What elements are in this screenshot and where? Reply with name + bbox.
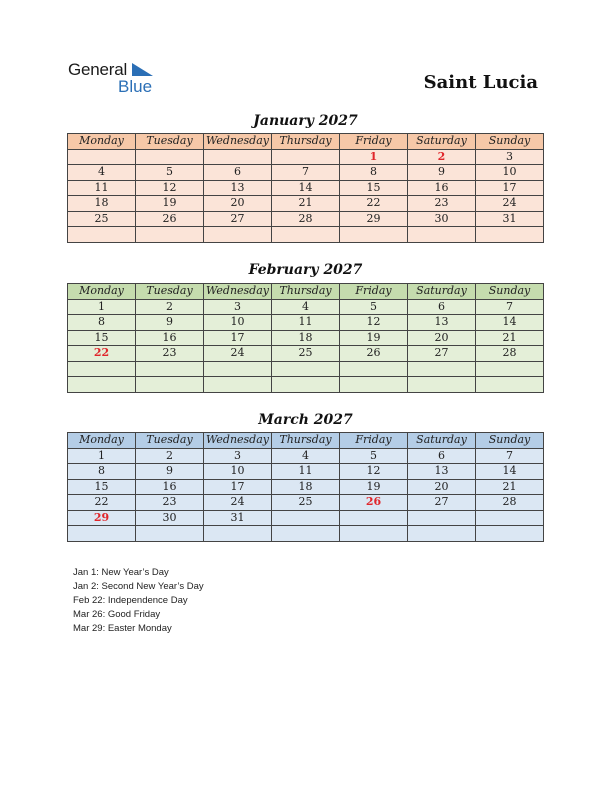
weekday-header-row <box>68 134 544 150</box>
day-cell: 5 <box>340 448 408 464</box>
month-title-january: January 2027 <box>253 113 358 129</box>
day-cell: 13 <box>204 180 272 196</box>
empty-day-cell <box>340 227 408 243</box>
day-cell: 23 <box>136 346 204 362</box>
day-cell: 26 <box>340 495 408 511</box>
empty-day-cell <box>408 510 476 526</box>
day-cell: 29 <box>68 510 136 526</box>
weekday-header: Wednesday <box>204 284 272 300</box>
day-cell: 3 <box>204 448 272 464</box>
calendar-march <box>67 432 544 542</box>
day-cell: 31 <box>204 510 272 526</box>
day-cell: 26 <box>136 211 204 227</box>
day-cell: 18 <box>272 330 340 346</box>
weekday-header: Friday <box>340 134 408 150</box>
day-cell: 24 <box>204 346 272 362</box>
empty-day-cell <box>68 227 136 243</box>
day-cell: 15 <box>340 180 408 196</box>
day-cell: 19 <box>340 479 408 495</box>
weekday-header: Sunday <box>476 134 544 150</box>
day-cell: 25 <box>68 211 136 227</box>
empty-day-cell <box>272 149 340 165</box>
empty-day-cell <box>272 227 340 243</box>
weekday-header: Monday <box>68 284 136 300</box>
week-row <box>68 165 544 181</box>
day-cell: 20 <box>204 196 272 212</box>
empty-day-cell <box>340 361 408 377</box>
day-cell: 7 <box>476 448 544 464</box>
empty-day-cell <box>340 377 408 393</box>
day-cell: 5 <box>136 165 204 181</box>
day-cell: 13 <box>408 315 476 331</box>
day-cell: 25 <box>272 495 340 511</box>
day-cell: 16 <box>408 180 476 196</box>
day-cell: 17 <box>204 330 272 346</box>
empty-day-cell <box>136 361 204 377</box>
empty-day-cell <box>204 227 272 243</box>
empty-day-cell <box>476 227 544 243</box>
weekday-header: Wednesday <box>204 134 272 150</box>
day-cell: 8 <box>68 315 136 331</box>
weekday-header: Tuesday <box>136 284 204 300</box>
week-row <box>68 464 544 480</box>
weekday-header: Monday <box>68 134 136 150</box>
empty-day-cell <box>204 377 272 393</box>
weekday-header: Thursday <box>272 433 340 449</box>
day-cell: 3 <box>476 149 544 165</box>
day-cell: 21 <box>476 330 544 346</box>
day-cell: 22 <box>68 495 136 511</box>
month-title-february: February 2027 <box>248 262 363 278</box>
week-row <box>68 211 544 227</box>
day-cell: 20 <box>408 479 476 495</box>
week-row <box>68 315 544 331</box>
day-cell: 6 <box>408 299 476 315</box>
day-cell: 10 <box>204 315 272 331</box>
day-cell: 12 <box>340 464 408 480</box>
day-cell: 2 <box>408 149 476 165</box>
day-cell: 13 <box>408 464 476 480</box>
day-cell: 30 <box>408 211 476 227</box>
day-cell: 23 <box>408 196 476 212</box>
day-cell: 18 <box>68 196 136 212</box>
empty-day-cell <box>476 361 544 377</box>
holiday-list-item: Jan 2: Second New Year’s Day <box>73 581 204 592</box>
day-cell: 9 <box>136 464 204 480</box>
calendar-january <box>67 133 544 243</box>
empty-day-cell <box>204 149 272 165</box>
day-cell: 28 <box>272 211 340 227</box>
empty-day-cell <box>272 510 340 526</box>
empty-day-cell <box>340 526 408 542</box>
day-cell: 1 <box>340 149 408 165</box>
day-cell: 28 <box>476 346 544 362</box>
empty-day-cell <box>272 361 340 377</box>
day-cell: 15 <box>68 479 136 495</box>
empty-day-cell <box>136 526 204 542</box>
day-cell: 24 <box>204 495 272 511</box>
day-cell: 9 <box>136 315 204 331</box>
day-cell: 18 <box>272 479 340 495</box>
day-cell: 20 <box>408 330 476 346</box>
empty-day-cell <box>204 526 272 542</box>
weekday-header: Tuesday <box>136 134 204 150</box>
week-row <box>68 196 544 212</box>
weekday-header: Saturday <box>408 134 476 150</box>
empty-day-cell <box>476 377 544 393</box>
empty-day-cell <box>408 227 476 243</box>
generalblue-logo <box>68 60 168 100</box>
day-cell: 19 <box>340 330 408 346</box>
day-cell: 4 <box>272 448 340 464</box>
weekday-header-row <box>68 284 544 300</box>
weekday-header: Saturday <box>408 433 476 449</box>
week-row <box>68 479 544 495</box>
day-cell: 9 <box>408 165 476 181</box>
day-cell: 10 <box>476 165 544 181</box>
weekday-header: Friday <box>340 284 408 300</box>
weekday-header: Sunday <box>476 433 544 449</box>
day-cell: 29 <box>340 211 408 227</box>
day-cell: 27 <box>408 346 476 362</box>
day-cell: 22 <box>340 196 408 212</box>
day-cell: 27 <box>408 495 476 511</box>
week-row <box>68 495 544 511</box>
logo-flag-icon <box>132 63 154 77</box>
week-row <box>68 448 544 464</box>
week-row <box>68 149 544 165</box>
week-row <box>68 510 544 526</box>
day-cell: 14 <box>476 315 544 331</box>
empty-day-cell <box>408 377 476 393</box>
empty-day-cell <box>136 227 204 243</box>
weekday-header: Tuesday <box>136 433 204 449</box>
day-cell: 27 <box>204 211 272 227</box>
day-cell: 4 <box>68 165 136 181</box>
day-cell: 28 <box>476 495 544 511</box>
week-row <box>68 227 544 243</box>
weekday-header: Monday <box>68 433 136 449</box>
logo-text-general: General <box>68 60 128 79</box>
holiday-list <box>73 566 204 636</box>
empty-day-cell <box>68 361 136 377</box>
day-cell: 31 <box>476 211 544 227</box>
day-cell: 5 <box>340 299 408 315</box>
week-row <box>68 299 544 315</box>
holiday-list-item: Mar 29: Easter Monday <box>73 623 172 634</box>
week-row <box>68 180 544 196</box>
weekday-header: Sunday <box>476 284 544 300</box>
holiday-list-item: Jan 1: New Year’s Day <box>73 567 169 578</box>
day-cell: 8 <box>340 165 408 181</box>
day-cell: 24 <box>476 196 544 212</box>
empty-day-cell <box>68 149 136 165</box>
empty-day-cell <box>476 526 544 542</box>
empty-day-cell <box>408 361 476 377</box>
empty-day-cell <box>476 510 544 526</box>
calendar-february <box>67 283 544 393</box>
day-cell: 21 <box>476 479 544 495</box>
day-cell: 7 <box>476 299 544 315</box>
weekday-header: Saturday <box>408 284 476 300</box>
day-cell: 16 <box>136 330 204 346</box>
day-cell: 2 <box>136 299 204 315</box>
day-cell: 2 <box>136 448 204 464</box>
holiday-list-item: Feb 22: Independence Day <box>73 595 188 606</box>
day-cell: 23 <box>136 495 204 511</box>
weekday-header: Friday <box>340 433 408 449</box>
week-row <box>68 526 544 542</box>
day-cell: 17 <box>204 479 272 495</box>
day-cell: 26 <box>340 346 408 362</box>
day-cell: 3 <box>204 299 272 315</box>
day-cell: 6 <box>408 448 476 464</box>
empty-day-cell <box>204 361 272 377</box>
logo-text-blue: Blue <box>118 77 153 96</box>
day-cell: 8 <box>68 464 136 480</box>
weekday-header-row <box>68 433 544 449</box>
day-cell: 19 <box>136 196 204 212</box>
holiday-list-item: Mar 26: Good Friday <box>73 609 161 620</box>
day-cell: 17 <box>476 180 544 196</box>
day-cell: 14 <box>272 180 340 196</box>
empty-day-cell <box>68 526 136 542</box>
day-cell: 10 <box>204 464 272 480</box>
week-row <box>68 361 544 377</box>
week-row <box>68 377 544 393</box>
day-cell: 21 <box>272 196 340 212</box>
day-cell: 14 <box>476 464 544 480</box>
day-cell: 25 <box>272 346 340 362</box>
weekday-header: Thursday <box>272 134 340 150</box>
week-row <box>68 346 544 362</box>
day-cell: 12 <box>136 180 204 196</box>
weekday-header: Wednesday <box>204 433 272 449</box>
day-cell: 1 <box>68 448 136 464</box>
month-title-march: March 2027 <box>258 412 353 428</box>
empty-day-cell <box>408 526 476 542</box>
day-cell: 15 <box>68 330 136 346</box>
day-cell: 1 <box>68 299 136 315</box>
day-cell: 11 <box>272 464 340 480</box>
day-cell: 16 <box>136 479 204 495</box>
day-cell: 4 <box>272 299 340 315</box>
day-cell: 22 <box>68 346 136 362</box>
day-cell: 12 <box>340 315 408 331</box>
empty-day-cell <box>272 526 340 542</box>
week-row <box>68 330 544 346</box>
day-cell: 11 <box>272 315 340 331</box>
day-cell: 11 <box>68 180 136 196</box>
empty-day-cell <box>136 377 204 393</box>
empty-day-cell <box>68 377 136 393</box>
day-cell: 6 <box>204 165 272 181</box>
weekday-header: Thursday <box>272 284 340 300</box>
day-cell: 7 <box>272 165 340 181</box>
empty-day-cell <box>136 149 204 165</box>
empty-day-cell <box>340 510 408 526</box>
day-cell: 30 <box>136 510 204 526</box>
empty-day-cell <box>272 377 340 393</box>
country-title: Saint Lucia <box>423 72 538 93</box>
